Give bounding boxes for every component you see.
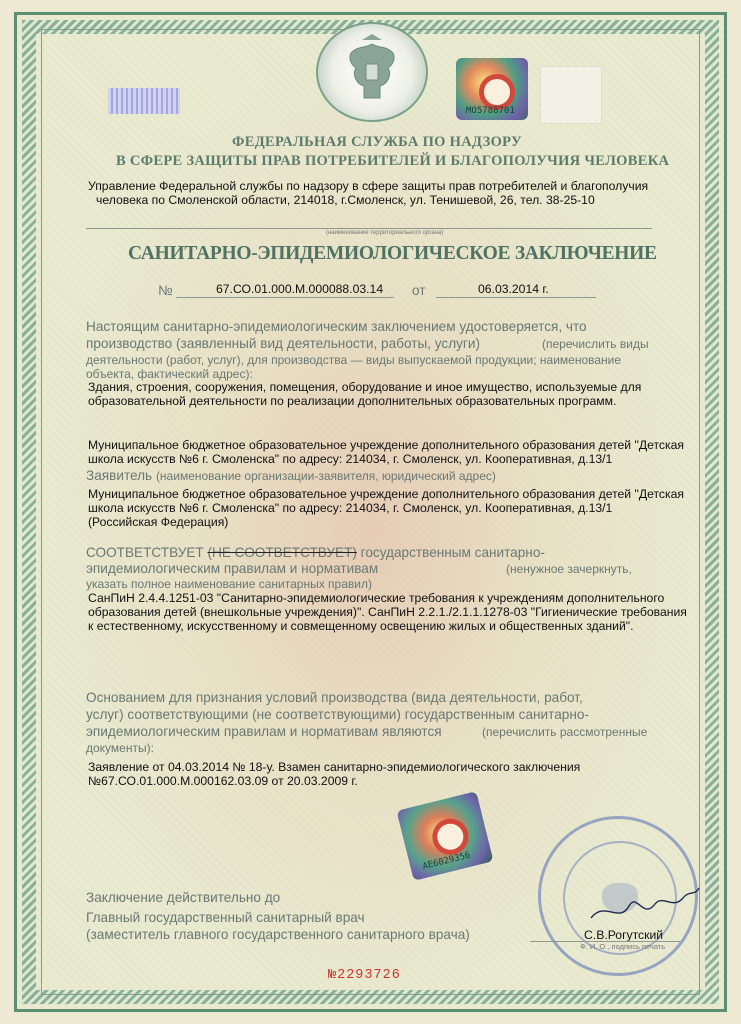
basis-line-4: документы): <box>86 741 154 755</box>
hologram-code-bottom: АЕ6029356 <box>421 850 472 873</box>
date-label: от <box>412 283 426 298</box>
applicant-line-1: Муниципальное бюджетное образовательное учреждение дополнительного образования детей "Детская <box>88 487 684 501</box>
compliance-line-2a: эпидемиологическим правилам и нормативам <box>86 561 379 576</box>
form-serial-number: №2293726 <box>328 968 401 983</box>
production-intro-3: деятельности (работ, услуг), для производства — виды выпускаемой продукции; наименование <box>86 353 622 367</box>
applicant-line-2: школа искусств №6 г. Смоленска" по адресу: 214034, г. Смоленск, ул. Кооперативная, д.13/1 <box>88 501 613 515</box>
hologram-code-top: MO5788701 <box>466 106 515 116</box>
basis-value-2: №67.СО.01.000.М.000162.03.09 от 20.03.2009 г. <box>88 774 358 788</box>
double-headed-eagle-icon <box>318 24 426 120</box>
date-underline <box>436 297 596 298</box>
compliance-line-2b: (ненужное зачеркнуть, <box>506 562 632 576</box>
production-value-2: образовательной деятельности по реализации дополнительных образовательных программ. <box>88 394 617 408</box>
signer-name: С.В.Рогутский <box>584 928 664 942</box>
certificate-date: 06.03.2014 г. <box>478 282 549 296</box>
production-intro-4: объекта, фактический адрес): <box>86 367 253 381</box>
officer-line-2: (заместитель главного государственного санитарного врача) <box>86 927 470 942</box>
basis-line-3a: эпидемиологическим правилам и нормативам являются <box>86 724 442 739</box>
certificate-number: 67.СО.01.000.М.000088.03.14 <box>216 282 384 296</box>
document-title: САНИТАРНО-ЭПИДЕМИОЛОГИЧЕСКОЕ ЗАКЛЮЧЕНИЕ <box>128 243 657 264</box>
agency-line-1: ФЕДЕРАЛЬНАЯ СЛУЖБА ПО НАДЗОРУ <box>232 134 522 150</box>
production-org-2: школа искусств №6 г. Смоленска" по адресу: 214034, г. Смоленск, ул. Кооперативная, д.13/1 <box>88 452 613 466</box>
hologram-sticker-top <box>456 58 528 120</box>
applicant-label <box>86 468 496 483</box>
issuer-line-2: человека по Смоленской области, 214018, г.Смоленск, ул. Тенишевой, 26, тел. 38-25-10 <box>96 193 595 207</box>
number-underline <box>176 297 394 298</box>
applicant-label-text: Заявитель <box>86 468 153 483</box>
applicant-line-3: (Российская Федерация) <box>88 515 229 529</box>
basis-line-1: Основанием для признания условий производства (вида деятельности, работ, <box>86 690 583 705</box>
signature-icon <box>585 880 705 930</box>
compliance-value-1: СанПиН 2.4.4.1251-03 "Санитарно-эпидемиологические требования к учреждениям дополнительного <box>88 591 665 605</box>
production-intro-1: Настоящим санитарно-эпидемиологическим заключением удостоверяется, что <box>86 319 587 334</box>
compliance-line-1 <box>86 545 545 560</box>
production-value-1: Здания, строения, сооружения, помещения, оборудование и иное имущество, используемые для <box>88 380 642 394</box>
compliance-value-3: к естественному, искусственному и совмещенному освещению жилых и общественных зданий". <box>88 619 634 633</box>
number-label: № <box>158 283 173 298</box>
blank-stamp-area <box>540 66 602 124</box>
basis-line-3b: (перечислить рассмотренные <box>482 725 648 739</box>
basis-line-2: услуг) соответствующими (не соответствующими) государственным санитарно- <box>86 707 589 722</box>
issuer-underline <box>86 228 652 229</box>
validity-label: Заключение действительно до <box>86 890 281 905</box>
production-intro-2b: (перечислить виды <box>542 337 649 351</box>
compliance-value-2: образования детей (внешкольные учреждения)". СанПиН 2.2.1./2.1.1.1278-03 "Гигиенические требования <box>88 605 687 619</box>
basis-value-1: Заявление от 04.03.2014 № 18-у. Взамен санитарно-эпидемиологического заключения <box>88 760 581 774</box>
issuer-caption: (наименование территориального органа) <box>326 230 444 236</box>
compliance-line-3: указать полное наименование санитарных правил) <box>86 577 372 591</box>
agency-line-2: В СФЕРЕ ЗАЩИТЫ ПРАВ ПОТРЕБИТЕЛЕЙ И БЛАГОПОЛУЧИЯ ЧЕЛОВЕКА <box>116 153 670 169</box>
hologram-emblem-icon <box>479 74 515 110</box>
compliance-struck: (НЕ СООТВЕТСТВУЕТ) <box>207 545 357 560</box>
compliance-rest-1: государственным санитарно- <box>356 545 545 560</box>
microprint-strip <box>108 88 180 114</box>
coat-of-arms-emblem <box>316 22 428 122</box>
production-org-1: Муниципальное бюджетное образовательное учреждение дополнительного образования детей "Детская <box>88 438 684 452</box>
applicant-hint: (наименование организации-заявителя, юридический адрес) <box>155 469 496 483</box>
officer-line-1: Главный государственный санитарный врач <box>86 910 365 925</box>
production-intro-2a: производство (заявленный вид деятельности, работы, услуги) <box>86 336 481 351</box>
signer-caption: Ф. И. О., подпись печать <box>580 942 666 951</box>
compliance-status: СООТВЕТСТВУЕТ <box>86 545 204 560</box>
issuer-line-1: Управление Федеральной службы по надзору в сфере защиты прав потребителей и благополучия <box>88 179 649 193</box>
